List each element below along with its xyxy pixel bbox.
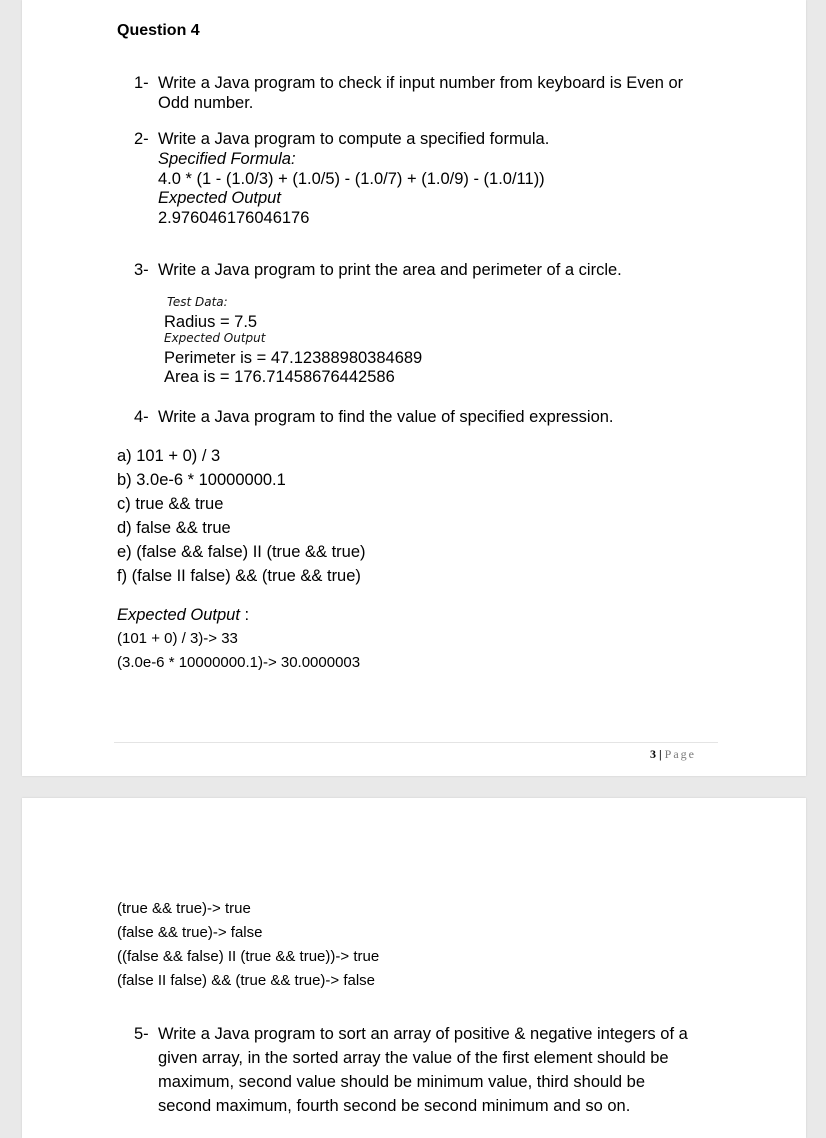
q3-test-label: Test Data:	[167, 295, 228, 309]
q3-number: 3-	[134, 261, 149, 279]
q2-number: 2-	[134, 130, 149, 148]
q3-expected-label: Expected Output	[164, 331, 266, 345]
q4-number: 4-	[134, 408, 149, 426]
q3-radius: Radius = 7.5	[164, 313, 258, 331]
q4-item-f: f) (false II false) && (true && true)	[117, 567, 361, 585]
q4-item-b: b) 3.0e-6 * 10000000.1	[117, 471, 286, 489]
p2-output-2: (false && true)-> false	[117, 924, 263, 941]
page-footer	[650, 747, 696, 762]
q3-area: Area is = 176.71458676442586	[164, 368, 395, 386]
q2-formula-label: Specified Formula:	[158, 150, 296, 168]
q2-expected-value: 2.976046176046176	[158, 209, 310, 227]
document-page-2	[22, 798, 806, 1138]
q4-output-2: (3.0e-6 * 10000000.1)-> 30.0000003	[117, 654, 361, 671]
q4-item-c: c) true && true	[117, 495, 224, 513]
q4-expected-colon: :	[239, 606, 250, 624]
q4-item-a: a) 101 + 0) / 3	[117, 447, 221, 465]
q4-item-d: d) false && true	[117, 519, 231, 537]
p2-output-1: (true && true)-> true	[117, 900, 251, 917]
footer-page-number: 3	[650, 747, 656, 761]
q5-number: 5-	[134, 1025, 149, 1043]
document-page-1	[22, 0, 806, 776]
q3-text: Write a Java program to print the area and perimeter of a circle.	[158, 261, 622, 279]
q2-text: Write a Java program to compute a specified formula.	[158, 130, 550, 148]
q5-line-3: maximum, second value should be minimum value, third should be	[158, 1073, 645, 1091]
q4-item-e: e) (false && false) II (true && true)	[117, 543, 366, 561]
p2-output-3: ((false && false) II (true && true))-> true	[117, 948, 380, 965]
q1-line-2: Odd number.	[158, 94, 254, 112]
q5-line-1: Write a Java program to sort an array of positive & negative integers of a	[158, 1025, 688, 1043]
footer-page-label: Page	[664, 747, 696, 761]
p2-output-4: (false II false) && (true && true)-> false	[117, 972, 376, 989]
q4-text: Write a Java program to find the value of specified expression.	[158, 408, 614, 426]
q2-expected-label: Expected Output	[158, 189, 281, 207]
q2-formula: 4.0 * (1 - (1.0/3) + (1.0/5) - (1.0/7) + (1.0/9) - (1.0/11))	[158, 170, 545, 188]
footer-divider	[114, 742, 718, 743]
q3-perimeter: Perimeter is = 47.12388980384689	[164, 349, 423, 367]
q4-output-1: (101 + 0) / 3)-> 33	[117, 630, 238, 647]
q4-expected-output-label	[117, 606, 249, 625]
q1-number: 1-	[134, 74, 149, 92]
q1-line-1: Write a Java program to check if input number from keyboard is Even or	[158, 74, 684, 92]
q4-expected-label-text: Expected Output	[117, 606, 240, 624]
question-title: Question 4	[117, 22, 200, 39]
q5-line-2: given array, in the sorted array the value of the first element should be	[158, 1049, 669, 1067]
q5-line-4: second maximum, fourth second be second minimum and so on.	[158, 1097, 631, 1115]
footer-separator: |	[659, 747, 662, 761]
